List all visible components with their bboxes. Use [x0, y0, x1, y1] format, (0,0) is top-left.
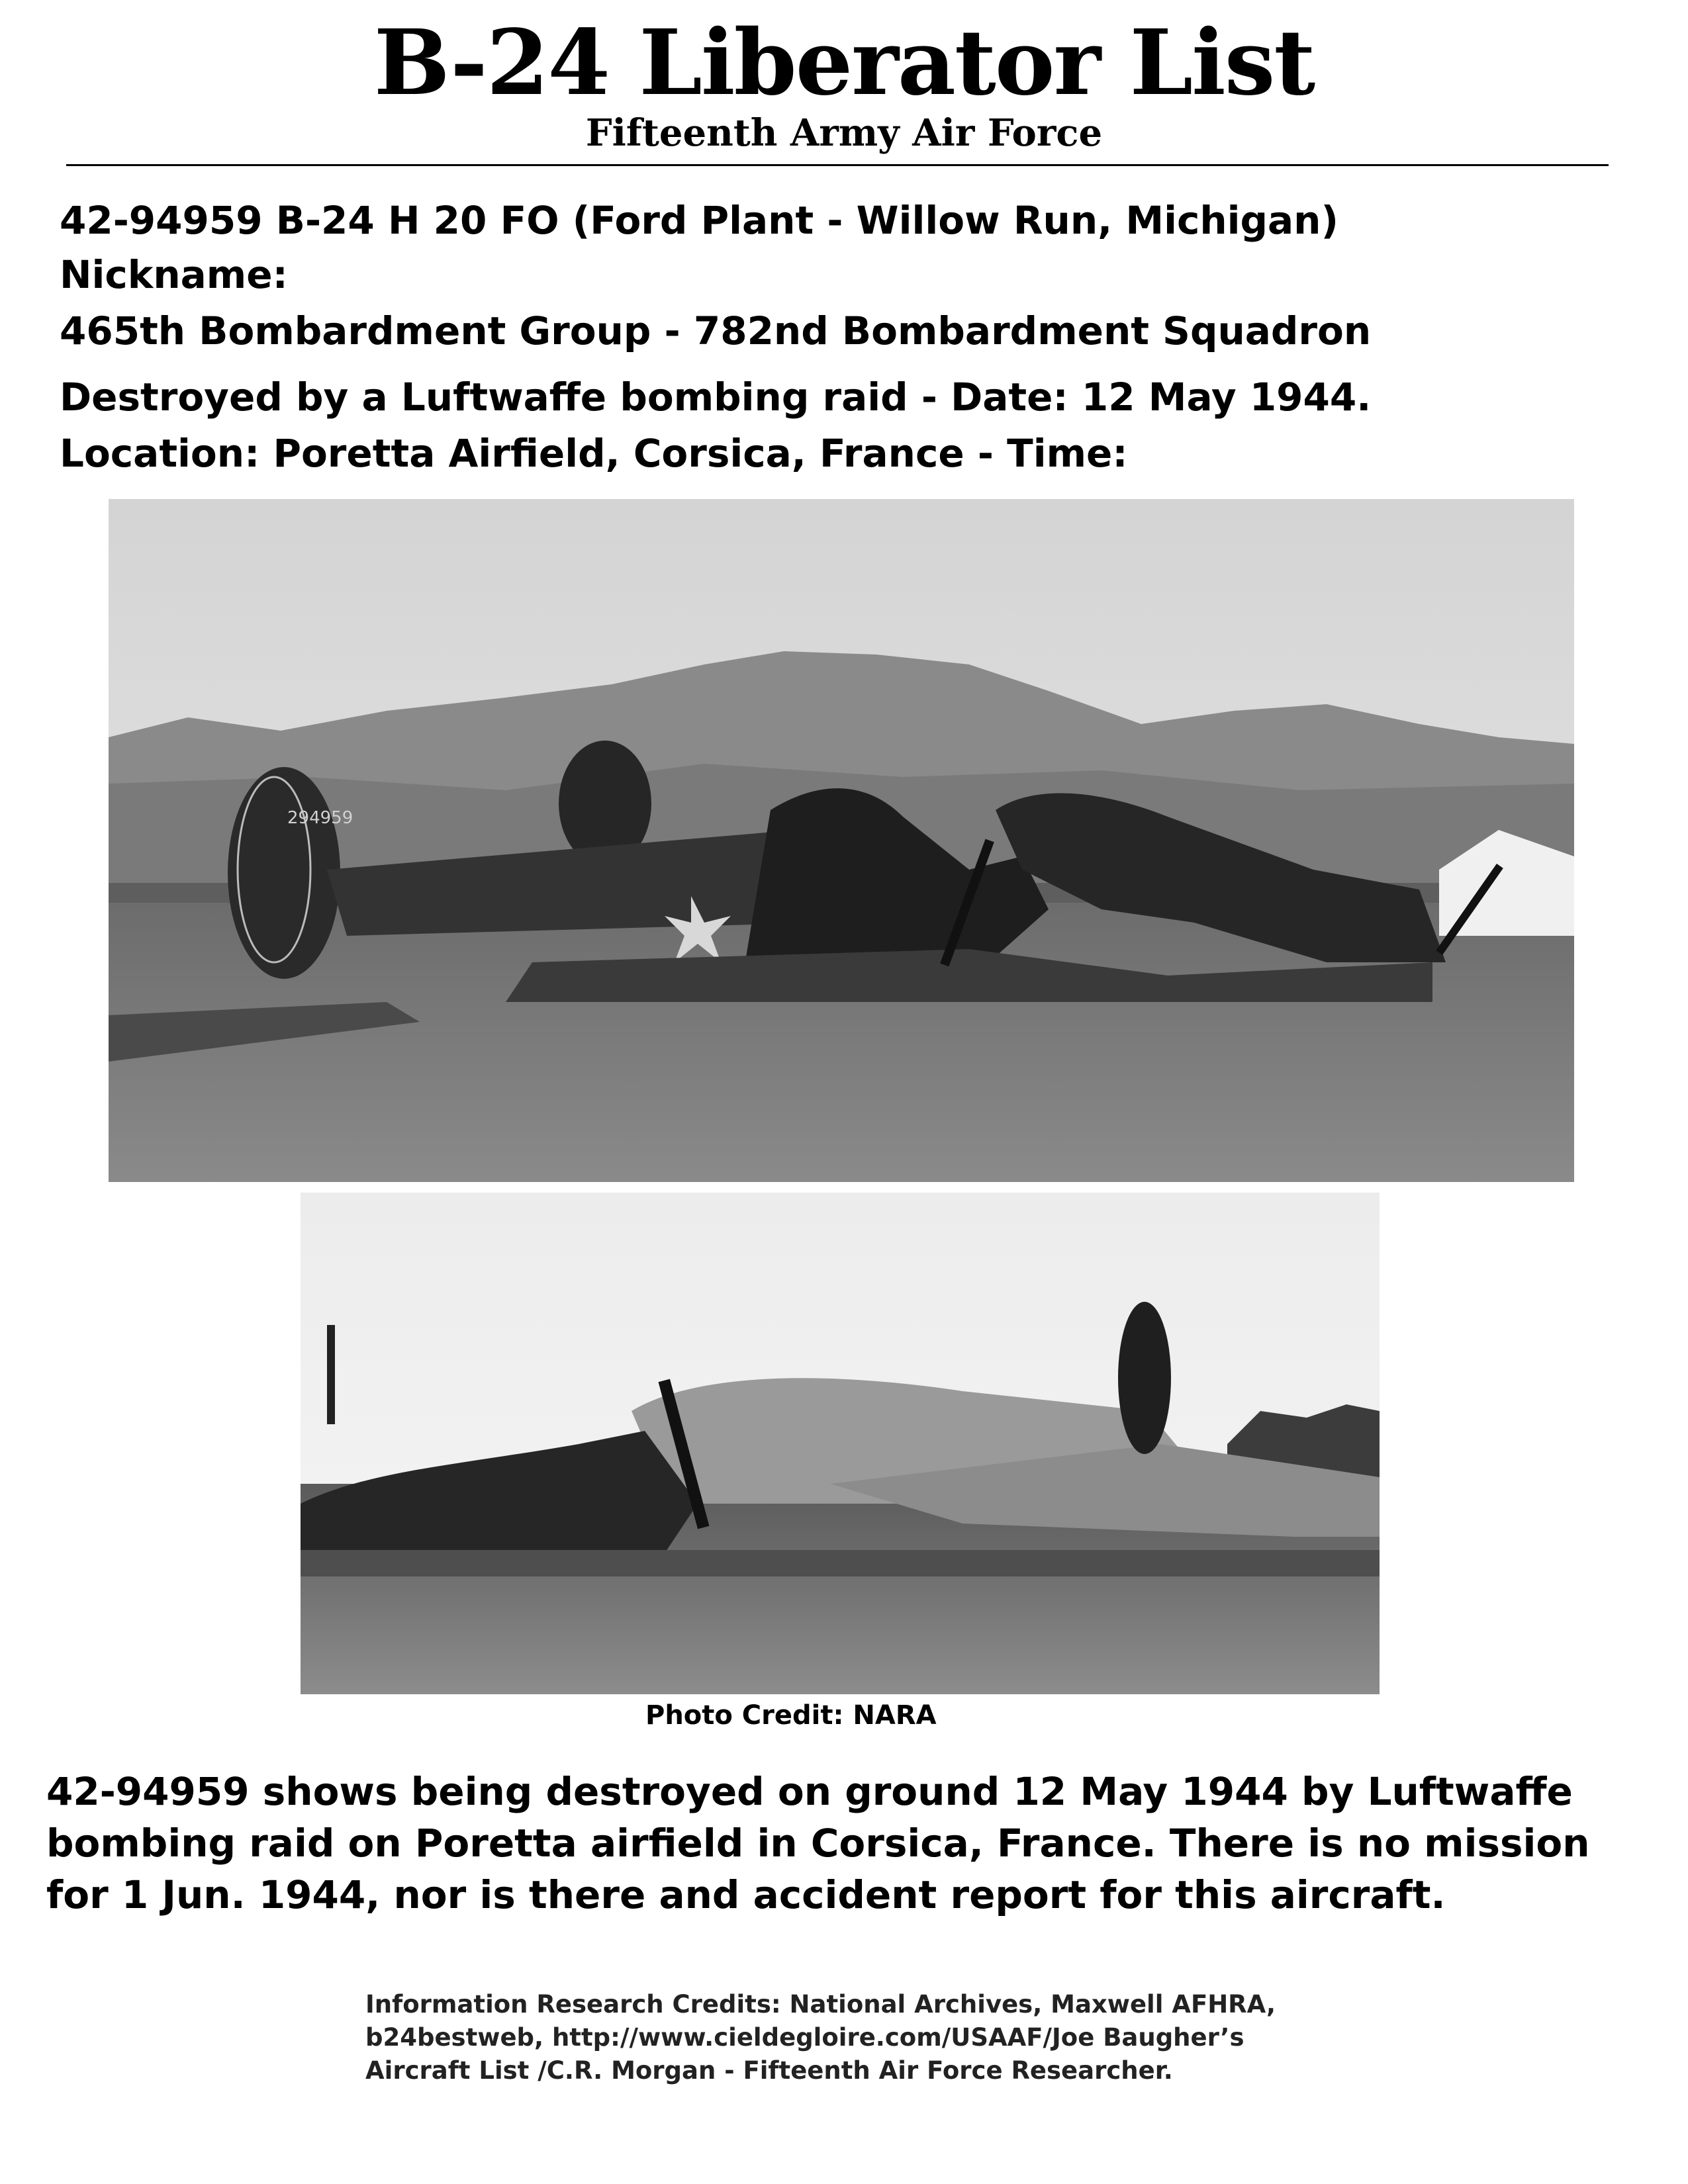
research-credit-line: Aircraft List /C.R. Morgan - Fifteenth Air Force Researcher.	[365, 2056, 1173, 2085]
wreck-photo-nose-view	[301, 1193, 1380, 1694]
summary-line: 42-94959 shows being destroyed on ground 12 May 1944 by Luftwaffe	[46, 1769, 1573, 1814]
photo-credit: Photo Credit: NARA	[645, 1700, 937, 1731]
tail-number-text: 294959	[287, 808, 353, 828]
serial-and-model: 42-94959 B-24 H 20 FO (Ford Plant - Willow Run, Michigan)	[60, 198, 1338, 243]
research-credits	[365, 1988, 1276, 2087]
wreck-photo-tail-view	[109, 499, 1574, 1182]
research-credit-line: Information Research Credits: National Archives, Maxwell AFHRA,	[365, 1990, 1276, 2019]
page-title: B-24 Liberator List	[373, 10, 1315, 116]
summary-line: bombing raid on Poretta airfield in Corsica, France. There is no mission	[46, 1821, 1590, 1866]
fate-line: Destroyed by a Luftwaffe bombing raid - Date: 12 May 1944.	[60, 375, 1372, 420]
header-divider	[66, 164, 1609, 166]
unit-line: 465th Bombardment Group - 782nd Bombardment Squadron	[60, 308, 1372, 353]
research-credit-line: b24bestweb, http://www.cieldegloire.com/USAAF/Joe Baugher’s	[365, 2023, 1244, 2052]
nickname-line: Nickname:	[60, 252, 288, 297]
page-subtitle: Fifteenth Army Air Force	[585, 111, 1103, 155]
location-line: Location: Poretta Airfield, Corsica, France - Time:	[60, 431, 1128, 476]
summary-paragraph	[46, 1766, 1662, 1921]
summary-line: for 1 Jun. 1944, nor is there and accident report for this aircraft.	[46, 1872, 1446, 1917]
